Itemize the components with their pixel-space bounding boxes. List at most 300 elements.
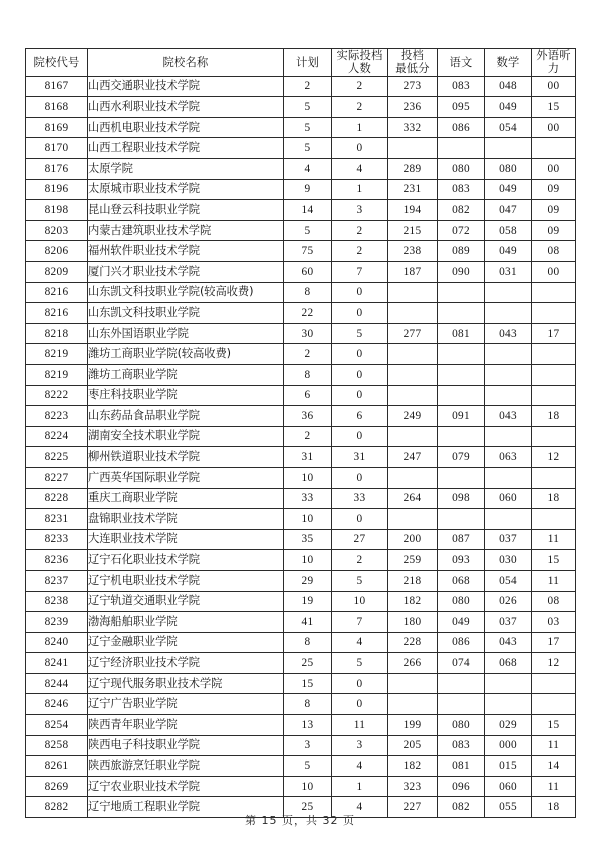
table-row [26,241,576,262]
column-header-plan [284,49,332,77]
admission-score-table [25,48,576,818]
cell-min-score [388,364,438,385]
cell-english-listening: 17 [532,632,576,653]
cell-plan: 35 [284,529,332,550]
cell-school-name: 盘锦职业技术学院 [88,509,284,530]
cell-english-listening: 00 [532,117,576,138]
cell-min-score: 187 [388,262,438,283]
table-row [26,529,576,550]
cell-chinese [438,344,485,365]
cell-english-listening: 12 [532,447,576,468]
cell-min-score: 323 [388,776,438,797]
cell-english-listening: 09 [532,220,576,241]
cell-chinese: 080 [438,159,485,180]
column-header-english-listening [532,49,576,77]
cell-min-score: 182 [388,756,438,777]
cell-plan: 33 [284,488,332,509]
cell-min-score: 238 [388,241,438,262]
cell-school-code: 8240 [26,632,88,653]
cell-english-listening [532,694,576,715]
cell-school-code: 8222 [26,385,88,406]
cell-plan: 19 [284,591,332,612]
cell-school-code: 8254 [26,715,88,736]
cell-english-listening [532,364,576,385]
cell-school-code: 8216 [26,303,88,324]
cell-math: 029 [485,715,532,736]
cell-actual-count: 0 [332,673,388,694]
cell-school-code: 8168 [26,97,88,118]
cell-actual-count: 0 [332,509,388,530]
cell-plan: 31 [284,447,332,468]
cell-math: 080 [485,159,532,180]
cell-plan: 4 [284,159,332,180]
cell-min-score [388,282,438,303]
table-row [26,406,576,427]
cell-school-name: 厦门兴才职业技术学院 [88,262,284,283]
cell-chinese: 080 [438,591,485,612]
cell-actual-count: 2 [332,220,388,241]
cell-plan: 36 [284,406,332,427]
cell-actual-count: 3 [332,735,388,756]
cell-school-code: 8246 [26,694,88,715]
table-row [26,344,576,365]
column-header-actual-count [332,49,388,77]
cell-school-name: 湖南安全技术职业学院 [88,426,284,447]
table-header-row [26,49,576,77]
cell-school-name: 辽宁农业职业技术学院 [88,776,284,797]
column-header-english-listening-label: 外语听力 [536,49,571,76]
cell-plan: 5 [284,220,332,241]
cell-min-score [388,509,438,530]
cell-chinese [438,282,485,303]
cell-school-name: 柳州铁道职业技术学院 [88,447,284,468]
cell-math [485,282,532,303]
column-header-school-code [26,49,88,77]
cell-english-listening [532,344,576,365]
cell-school-name: 潍坊工商职业学院(较高收费) [88,344,284,365]
cell-chinese [438,426,485,447]
cell-english-listening: 18 [532,488,576,509]
cell-school-name: 福州软件职业技术学院 [88,241,284,262]
cell-actual-count: 0 [332,282,388,303]
cell-plan: 10 [284,509,332,530]
cell-english-listening: 11 [532,570,576,591]
cell-actual-count: 5 [332,570,388,591]
cell-chinese: 081 [438,756,485,777]
cell-plan: 14 [284,200,332,221]
cell-plan: 3 [284,735,332,756]
table-row [26,653,576,674]
cell-english-listening: 00 [532,262,576,283]
table-row [26,632,576,653]
cell-school-name: 大连职业技术学院 [88,529,284,550]
cell-actual-count: 5 [332,323,388,344]
cell-school-name: 山西机电职业技术学院 [88,117,284,138]
cell-english-listening: 15 [532,550,576,571]
cell-school-name: 渤海船舶职业学院 [88,612,284,633]
page-number-text: 第 15 页，共 32 页 [245,814,355,827]
cell-min-score: 182 [388,591,438,612]
cell-english-listening [532,282,576,303]
cell-school-code: 8231 [26,509,88,530]
cell-actual-count: 3 [332,200,388,221]
cell-math [485,694,532,715]
cell-school-name: 辽宁现代服务职业技术学院 [88,673,284,694]
cell-min-score: 266 [388,653,438,674]
cell-school-name: 枣庄科技职业学院 [88,385,284,406]
cell-chinese: 095 [438,97,485,118]
table-row [26,673,576,694]
cell-actual-count: 2 [332,241,388,262]
cell-chinese: 079 [438,447,485,468]
cell-chinese [438,467,485,488]
cell-min-score [388,467,438,488]
cell-school-code: 8209 [26,262,88,283]
cell-actual-count: 1 [332,776,388,797]
cell-english-listening: 11 [532,735,576,756]
cell-english-listening [532,673,576,694]
column-header-school-name-label: 院校名称 [162,55,209,69]
table-row [26,570,576,591]
cell-plan: 29 [284,570,332,591]
cell-school-code: 8233 [26,529,88,550]
cell-chinese: 091 [438,406,485,427]
cell-english-listening [532,467,576,488]
cell-plan: 10 [284,550,332,571]
cell-school-code: 8223 [26,406,88,427]
cell-chinese: 087 [438,529,485,550]
page-footer [0,812,600,828]
cell-school-code: 8236 [26,550,88,571]
cell-school-name: 山西工程职业技术学院 [88,138,284,159]
cell-min-score [388,303,438,324]
cell-actual-count: 4 [332,756,388,777]
cell-school-name: 山东外国语职业学院 [88,323,284,344]
cell-math: 060 [485,776,532,797]
table-row [26,385,576,406]
cell-school-code: 8224 [26,426,88,447]
cell-plan: 22 [284,303,332,324]
cell-english-listening [532,509,576,530]
cell-actual-count: 0 [332,364,388,385]
column-header-math-label: 数学 [496,55,520,69]
cell-chinese: 068 [438,570,485,591]
cell-english-listening [532,303,576,324]
cell-school-code: 8261 [26,756,88,777]
cell-plan: 5 [284,117,332,138]
cell-school-code: 8198 [26,200,88,221]
cell-actual-count: 6 [332,406,388,427]
cell-chinese: 082 [438,200,485,221]
cell-school-code: 8237 [26,570,88,591]
cell-plan: 10 [284,776,332,797]
cell-chinese [438,694,485,715]
cell-plan: 25 [284,797,332,818]
cell-school-code: 8176 [26,159,88,180]
cell-chinese [438,138,485,159]
cell-plan: 2 [284,76,332,97]
cell-plan: 5 [284,756,332,777]
cell-english-listening: 11 [532,529,576,550]
cell-math: 054 [485,570,532,591]
cell-school-code: 8216 [26,282,88,303]
cell-school-name: 昆山登云科技职业学院 [88,200,284,221]
cell-math [485,344,532,365]
table-row [26,756,576,777]
cell-school-name: 辽宁机电职业技术学院 [88,570,284,591]
cell-chinese: 074 [438,653,485,674]
cell-school-name: 山东凯文科技职业学院(较高收费) [88,282,284,303]
cell-plan: 9 [284,179,332,200]
cell-english-listening: 18 [532,797,576,818]
cell-plan: 75 [284,241,332,262]
cell-school-name: 陕西青年职业学院 [88,715,284,736]
cell-school-name: 辽宁地质工程职业学院 [88,797,284,818]
cell-school-code: 8258 [26,735,88,756]
cell-math: 015 [485,756,532,777]
cell-school-code: 8225 [26,447,88,468]
cell-math [485,303,532,324]
table-row [26,138,576,159]
cell-math: 000 [485,735,532,756]
cell-actual-count: 31 [332,447,388,468]
cell-english-listening: 09 [532,200,576,221]
cell-math [485,138,532,159]
cell-school-code: 8227 [26,467,88,488]
column-header-math [485,49,532,77]
cell-chinese: 082 [438,797,485,818]
table-row [26,509,576,530]
cell-school-code: 8244 [26,673,88,694]
cell-chinese [438,673,485,694]
table-row [26,282,576,303]
table-row [26,612,576,633]
cell-actual-count: 2 [332,550,388,571]
cell-english-listening: 18 [532,406,576,427]
cell-school-name: 山东凯文科技职业学院 [88,303,284,324]
cell-min-score [388,138,438,159]
cell-min-score [388,426,438,447]
cell-actual-count: 5 [332,653,388,674]
cell-min-score: 200 [388,529,438,550]
cell-actual-count: 0 [332,385,388,406]
score-table-container [25,48,575,818]
cell-min-score: 273 [388,76,438,97]
cell-actual-count: 0 [332,467,388,488]
column-header-actual-count-line1: 实际投档 [336,49,383,62]
cell-chinese: 049 [438,612,485,633]
cell-chinese: 080 [438,715,485,736]
cell-chinese [438,364,485,385]
cell-plan: 15 [284,673,332,694]
cell-plan: 8 [284,632,332,653]
cell-school-name: 辽宁经济职业技术学院 [88,653,284,674]
column-header-actual-count-line2: 人数 [348,62,371,76]
cell-min-score: 236 [388,97,438,118]
cell-english-listening: 00 [532,159,576,180]
cell-plan: 5 [284,138,332,159]
cell-school-code: 8238 [26,591,88,612]
cell-plan: 5 [284,97,332,118]
cell-min-score: 259 [388,550,438,571]
cell-school-name: 太原学院 [88,159,284,180]
column-header-school-code-label: 院校代号 [33,55,80,69]
cell-math: 049 [485,179,532,200]
cell-school-code: 8169 [26,117,88,138]
cell-min-score: 289 [388,159,438,180]
cell-min-score: 180 [388,612,438,633]
cell-english-listening: 08 [532,241,576,262]
cell-math: 054 [485,117,532,138]
cell-school-name: 辽宁广告职业学院 [88,694,284,715]
cell-min-score: 247 [388,447,438,468]
table-row [26,715,576,736]
cell-plan: 25 [284,653,332,674]
cell-english-listening: 14 [532,756,576,777]
cell-math: 031 [485,262,532,283]
cell-actual-count: 4 [332,797,388,818]
cell-chinese: 090 [438,262,485,283]
cell-min-score [388,673,438,694]
cell-chinese: 086 [438,117,485,138]
cell-math [485,467,532,488]
cell-school-name: 内蒙古建筑职业技术学院 [88,220,284,241]
cell-english-listening: 11 [532,776,576,797]
cell-school-name: 辽宁轨道交通职业学院 [88,591,284,612]
cell-chinese: 083 [438,179,485,200]
cell-plan: 8 [284,694,332,715]
cell-school-code: 8167 [26,76,88,97]
table-row [26,776,576,797]
cell-school-name: 辽宁金融职业学院 [88,632,284,653]
table-row [26,694,576,715]
cell-min-score [388,344,438,365]
cell-school-code: 8219 [26,344,88,365]
cell-english-listening: 00 [532,76,576,97]
cell-school-code: 8203 [26,220,88,241]
cell-math: 068 [485,653,532,674]
table-row [26,179,576,200]
column-header-school-name [88,49,284,77]
table-row [26,735,576,756]
table-row [26,220,576,241]
cell-math: 055 [485,797,532,818]
cell-math: 037 [485,529,532,550]
cell-min-score: 227 [388,797,438,818]
table-row [26,488,576,509]
cell-actual-count: 0 [332,344,388,365]
cell-plan: 30 [284,323,332,344]
table-header [26,49,576,77]
cell-math: 043 [485,632,532,653]
cell-chinese [438,509,485,530]
cell-school-code: 8241 [26,653,88,674]
cell-english-listening: 03 [532,612,576,633]
cell-min-score: 264 [388,488,438,509]
cell-actual-count: 2 [332,76,388,97]
column-header-min-score-line1: 投档 [401,49,424,62]
column-header-chinese [438,49,485,77]
table-row [26,467,576,488]
cell-school-name: 山西水利职业技术学院 [88,97,284,118]
cell-actual-count: 1 [332,179,388,200]
cell-english-listening [532,385,576,406]
cell-school-code: 8170 [26,138,88,159]
cell-school-code: 8218 [26,323,88,344]
cell-english-listening: 09 [532,179,576,200]
cell-school-code: 8239 [26,612,88,633]
cell-english-listening: 15 [532,715,576,736]
cell-plan: 41 [284,612,332,633]
cell-english-listening: 17 [532,323,576,344]
table-row [26,262,576,283]
table-body [26,76,576,817]
cell-chinese: 089 [438,241,485,262]
cell-chinese [438,303,485,324]
cell-min-score: 205 [388,735,438,756]
cell-math [485,385,532,406]
cell-plan: 13 [284,715,332,736]
cell-chinese: 098 [438,488,485,509]
table-row [26,426,576,447]
cell-actual-count: 10 [332,591,388,612]
cell-plan: 60 [284,262,332,283]
cell-school-name: 辽宁石化职业技术学院 [88,550,284,571]
cell-actual-count: 0 [332,694,388,715]
table-row [26,159,576,180]
table-row [26,200,576,221]
cell-chinese: 083 [438,735,485,756]
cell-chinese: 072 [438,220,485,241]
cell-min-score: 332 [388,117,438,138]
cell-english-listening: 08 [532,591,576,612]
cell-min-score: 228 [388,632,438,653]
cell-plan: 2 [284,344,332,365]
cell-math: 047 [485,200,532,221]
cell-school-code: 8219 [26,364,88,385]
column-header-plan-label: 计划 [296,55,319,69]
cell-school-code: 8196 [26,179,88,200]
cell-min-score: 215 [388,220,438,241]
cell-math: 043 [485,323,532,344]
cell-min-score [388,694,438,715]
cell-school-name: 山东药品食品职业学院 [88,406,284,427]
cell-actual-count: 4 [332,632,388,653]
cell-math: 063 [485,447,532,468]
cell-school-code: 8206 [26,241,88,262]
cell-chinese: 086 [438,632,485,653]
cell-min-score: 218 [388,570,438,591]
cell-actual-count: 0 [332,426,388,447]
cell-plan: 6 [284,385,332,406]
table-row [26,550,576,571]
column-header-min-score-line2: 最低分 [395,62,430,76]
cell-actual-count: 7 [332,262,388,283]
cell-chinese [438,385,485,406]
cell-actual-count: 7 [332,612,388,633]
cell-english-listening [532,138,576,159]
cell-math [485,673,532,694]
cell-chinese: 093 [438,550,485,571]
cell-min-score [388,385,438,406]
cell-school-code: 8282 [26,797,88,818]
cell-english-listening [532,426,576,447]
cell-actual-count: 1 [332,117,388,138]
cell-actual-count: 2 [332,97,388,118]
cell-math: 060 [485,488,532,509]
cell-actual-count: 4 [332,159,388,180]
cell-math: 048 [485,76,532,97]
